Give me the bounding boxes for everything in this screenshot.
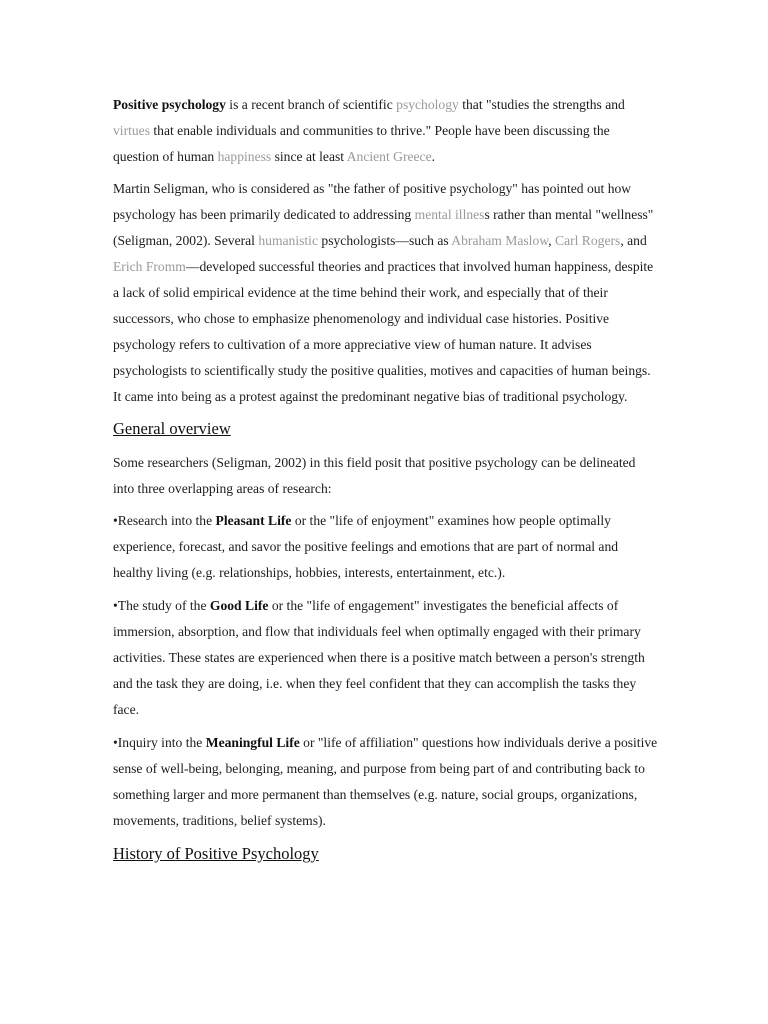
text: that "studies the strengths and (458, 97, 625, 112)
bullet-icon: • (113, 598, 118, 613)
text: that enable individuals and communities to thrive." People have been discussing the question of human (113, 123, 610, 164)
bullet-good-life (113, 593, 658, 723)
link-mental-illness[interactable]: mental illnes (414, 207, 485, 222)
link-carl-rogers[interactable]: Carl Rogers (555, 233, 621, 248)
text: or the "life of enjoyment" examines how people optimally experience, forecast, and savor the positive feelings and emotions that are part of normal and healthy living (e.g. relationships, hobbies, interests, entertainment, etc.). (113, 513, 619, 580)
link-abraham-maslow[interactable]: Abraham Maslow (451, 233, 549, 248)
bold-term: Good Life (209, 598, 269, 613)
bullet-icon: • (113, 735, 118, 750)
text: Research into the (117, 513, 216, 528)
bullet-pleasant-life (113, 508, 658, 586)
bold-term: Meaningful Life (205, 735, 300, 750)
text: is a recent branch of scientific (225, 97, 397, 112)
text: Martin Seligman, who is considered as "the father of positive psychology" has pointed out how psychology has been primarily dedicated to addressing (113, 181, 632, 222)
text: , (548, 233, 555, 248)
text: psychologists—such as (318, 233, 452, 248)
link-psychology[interactable]: psychology (396, 97, 459, 112)
intro-paragraph (113, 92, 658, 170)
document-page (113, 92, 658, 875)
text: —developed successful theories and practices that involved human happiness, despite a lack of solid empirical evidence at the time behind their work, and especially that of their successors, who chose to emphasize phenomenology and individual case histories. Positive psychology refers to cultivation of a more appreciative view of human nature. It advises psychologists to scientifically study the positive qualities, motives and capacities of human beings. It came into being as a protest against the predominant negative bias of traditional psychology. (113, 259, 654, 404)
text: . (431, 149, 436, 164)
overview-paragraph: Some researchers (Seligman, 2002) in this field posit that positive psychology can be delineated into three overlapping areas of research: (113, 455, 636, 496)
text: Inquiry into the (117, 735, 206, 750)
heading-history: History of Positive Psychology (113, 844, 319, 863)
text: , and (620, 233, 647, 248)
bullet-icon: • (113, 513, 118, 528)
link-happiness[interactable]: happiness (217, 149, 272, 164)
text: or the "life of engagement" investigates the beneficial affects of immersion, absorption, and flow that individuals feel when optimally engaged with their primary activities. These states are experienced when there is a positive match between a person's strength and the task they are doing, i.e. when they feel confident that they can accomplish the tasks they face. (113, 598, 645, 717)
text: s rather than mental "wellness" (Seligman, 2002). Several (113, 207, 654, 248)
link-erich-fromm[interactable]: Erich Fromm (113, 259, 186, 274)
link-humanistic[interactable]: humanistic (258, 233, 318, 248)
heading-general-overview: General overview (113, 419, 231, 438)
bold-term: Positive psychology (113, 97, 226, 112)
bold-term: Pleasant Life (215, 513, 292, 528)
text: or "life of affiliation" questions how individuals derive a positive sense of well-being, belonging, meaning, and purpose from being part of and contributing back to something larger and more permanent than themselves (e.g. nature, social groups, organizations, movements, traditions, belief systems). (113, 735, 658, 828)
text: since at least (271, 149, 347, 164)
link-ancient-greece[interactable]: Ancient Greece (346, 149, 432, 164)
seligman-paragraph (113, 176, 658, 410)
text: The study of the (117, 598, 210, 613)
link-virtues[interactable]: virtues (113, 123, 150, 138)
bullet-meaningful-life (113, 730, 658, 834)
